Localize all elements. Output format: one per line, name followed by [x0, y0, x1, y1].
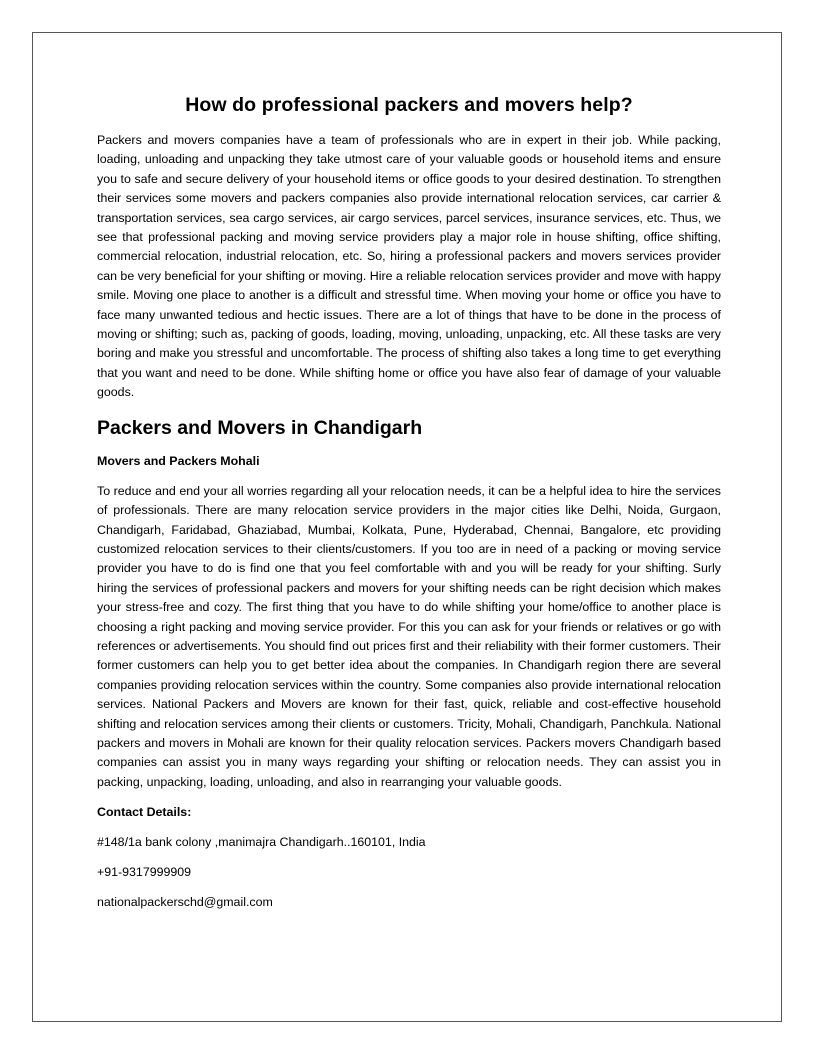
document-title: How do professional packers and movers help? [185, 94, 633, 116]
contact-email[interactable]: nationalpackerschd@gmail.com [97, 895, 273, 910]
contact-label: Contact Details: [97, 805, 192, 820]
document-body [97, 94, 721, 923]
section-heading: Packers and Movers in Chandigarh [97, 416, 423, 439]
body-paragraph: To reduce and end your all worries regarding all your relocation needs, it can be a helpful idea to hire the services of professionals. There are many relocation service providers in the major cities like Delhi, Noida, Gurgaon, Chandigarh, Faridabad, Ghaziabad, Mumbai, Kolkata, Pune, Hyderabad, Chennai, Bangalore, etc providing customized relocation services to their clients/customers. If you too are in need of a packing or moving service provider you have to do is find one that you feel comfortable with and you will be ready for your shifting. Surly hiring the services of professional packers and movers for your shifting needs can be right decision which makes your stress-free and cozy. The first thing that you have to do while shifting your home/office to another place is choosing a right packing and moving service provider. For this you can ask for your friends or relatives or go with references or advertisements. You should find out prices first and their reliability with their former customers. Their former customers can help you to get better idea about the companies. In Chandigarh region there are several companies providing relocation services within the country. Some companies also provide international relocation services. National Packers and Movers are known for their fast, quick, reliable and cost-effective household shifting and relocation services among their clients or customers. Tricity, Mohali, Chandigarh, Panchkula. National packers and movers in Mohali are known for their quality relocation services. Packers movers Chandigarh based companies can assist you in many ways regarding your shifting or relocation needs. They can assist you in packing, unpacking, loading, unloading, and also in rearranging your valuable goods. [97, 483, 721, 789]
subheading: Movers and Packers Mohali [97, 453, 260, 468]
contact-address: #148/1a bank colony ,manimajra Chandigarh..160101, India [97, 835, 426, 850]
contact-phone: +91-9317999909 [97, 865, 192, 880]
intro-paragraph: Packers and movers companies have a team of professionals who are in expert in their job. While packing, loading, unloading and unpacking they take utmost care of your valuable goods or household items and ensure you to safe and secure delivery of your household items or office goods to your desired destination. To strengthen their services some movers and packers companies also provide international relocation services, car carrier & transportation services, sea cargo services, air cargo services, parcel services, insurance services, etc. Thus, we see that professional packing and moving service providers play a major role in house shifting, office shifting, commercial relocation, industrial relocation, etc. So, hiring a professional packers and movers services provider can be very beneficial for your shifting or moving. Hire a reliable relocation services provider and move with happy smile. Moving one place to another is a difficult and stressful time. When moving your home or office you have to face many unwanted tedious and hectic issues. There are a lot of things that have to be done in the process of moving or shifting; such as, packing of goods, loading, moving, unloading, unpacking, etc. All these tasks are very boring and make you stressful and uncomfortable. The process of shifting also takes a long time to get everything that you want and need to be done. While shifting home or office you have also fear of damage of your valuable goods. [97, 133, 721, 400]
